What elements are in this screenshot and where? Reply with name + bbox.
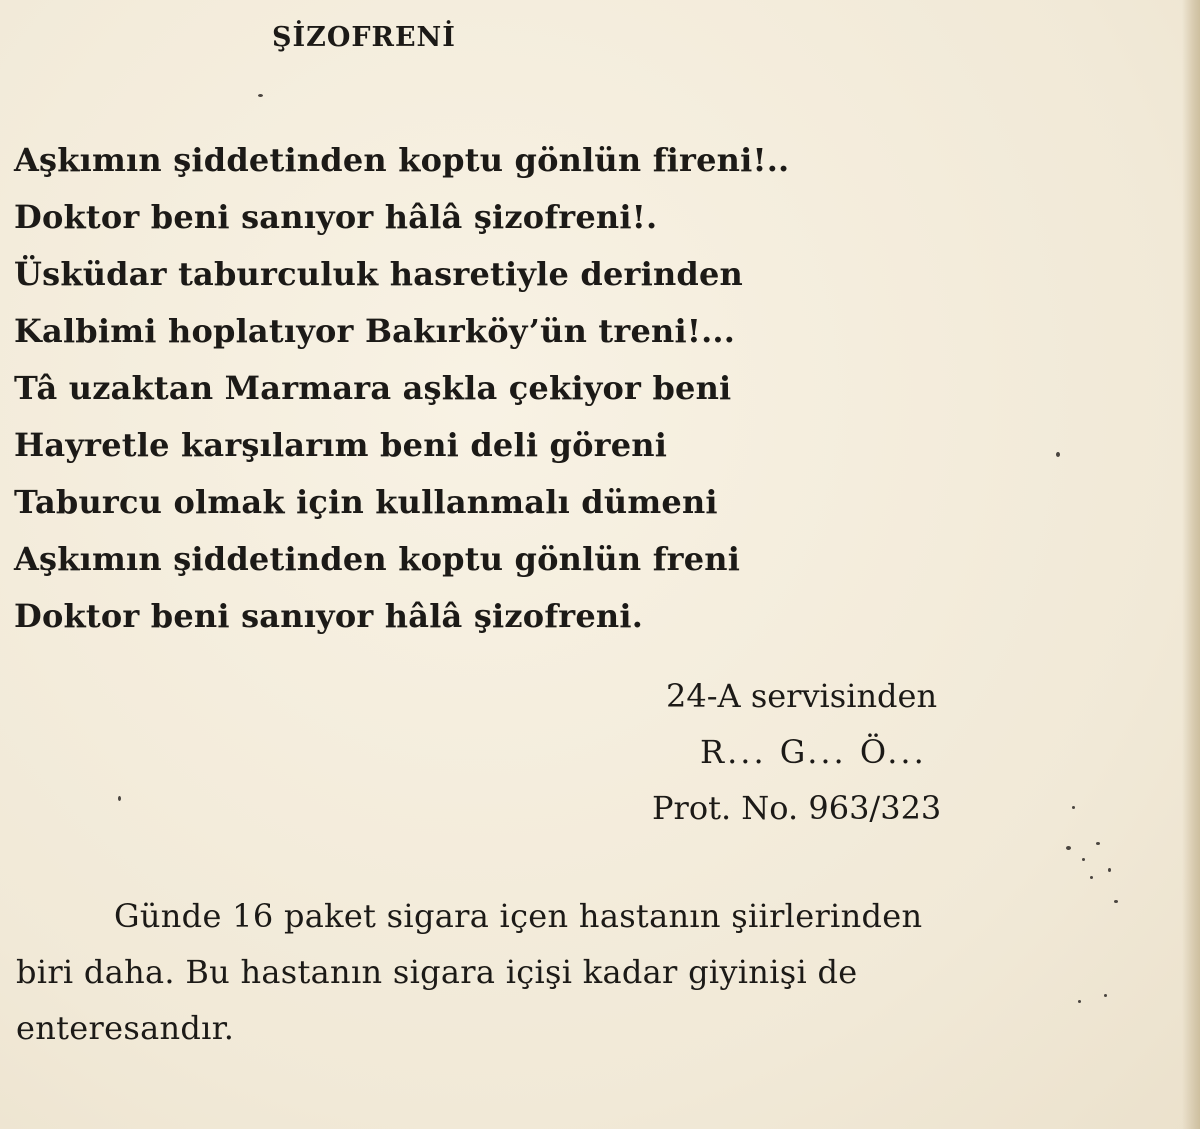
print-speck bbox=[258, 94, 263, 97]
signature-protocol: Prot. No. 963/323 bbox=[652, 789, 942, 827]
editor-note bbox=[16, 888, 1126, 1056]
poem-line: Taburcu olmak için kullanmalı dümeni bbox=[14, 483, 718, 521]
print-speck bbox=[1108, 868, 1111, 872]
print-speck bbox=[1090, 876, 1093, 879]
poem-title: ŞİZOFRENİ bbox=[272, 22, 456, 53]
poem-body bbox=[14, 132, 789, 645]
note-line: Günde 16 paket sigara içen hastanın şiirlerinden bbox=[114, 897, 923, 935]
poem-line: Aşkımın şiddetinden koptu gönlün fireni!.. bbox=[14, 141, 790, 179]
print-speck bbox=[1056, 452, 1060, 457]
note-line: enteresandır. bbox=[16, 1009, 235, 1047]
print-speck bbox=[118, 796, 121, 801]
poem-line: Doktor beni sanıyor hâlâ şizofreni. bbox=[14, 597, 644, 635]
signature-block bbox=[652, 668, 941, 836]
page-edge-shadow bbox=[1182, 0, 1200, 1129]
poem-line: Kalbimi hoplatıyor Bakırköy’ün treni!... bbox=[14, 312, 736, 350]
note-line: biri daha. Bu hastanın sigara içişi kadar giyinişi de bbox=[16, 953, 858, 991]
poem-line: Hayretle karşılarım beni deli göreni bbox=[14, 426, 668, 464]
print-speck bbox=[1066, 846, 1071, 850]
poem-line: Aşkımın şiddetinden koptu gönlün freni bbox=[14, 540, 741, 578]
poem-line: Tâ uzaktan Marmara aşkla çekiyor beni bbox=[14, 369, 732, 407]
print-speck bbox=[1114, 900, 1118, 903]
poem-line: Üsküdar taburculuk hasretiyle derinden bbox=[14, 255, 744, 293]
print-speck bbox=[1096, 842, 1100, 845]
print-speck bbox=[1078, 1000, 1081, 1003]
signature-initials: R... G... Ö... bbox=[700, 733, 927, 771]
print-speck bbox=[1104, 994, 1107, 997]
poem-line: Doktor beni sanıyor hâlâ şizofreni!. bbox=[14, 198, 658, 236]
print-speck bbox=[1072, 806, 1075, 809]
signature-service: 24-A servisinden bbox=[666, 677, 938, 715]
print-speck bbox=[1082, 858, 1085, 861]
